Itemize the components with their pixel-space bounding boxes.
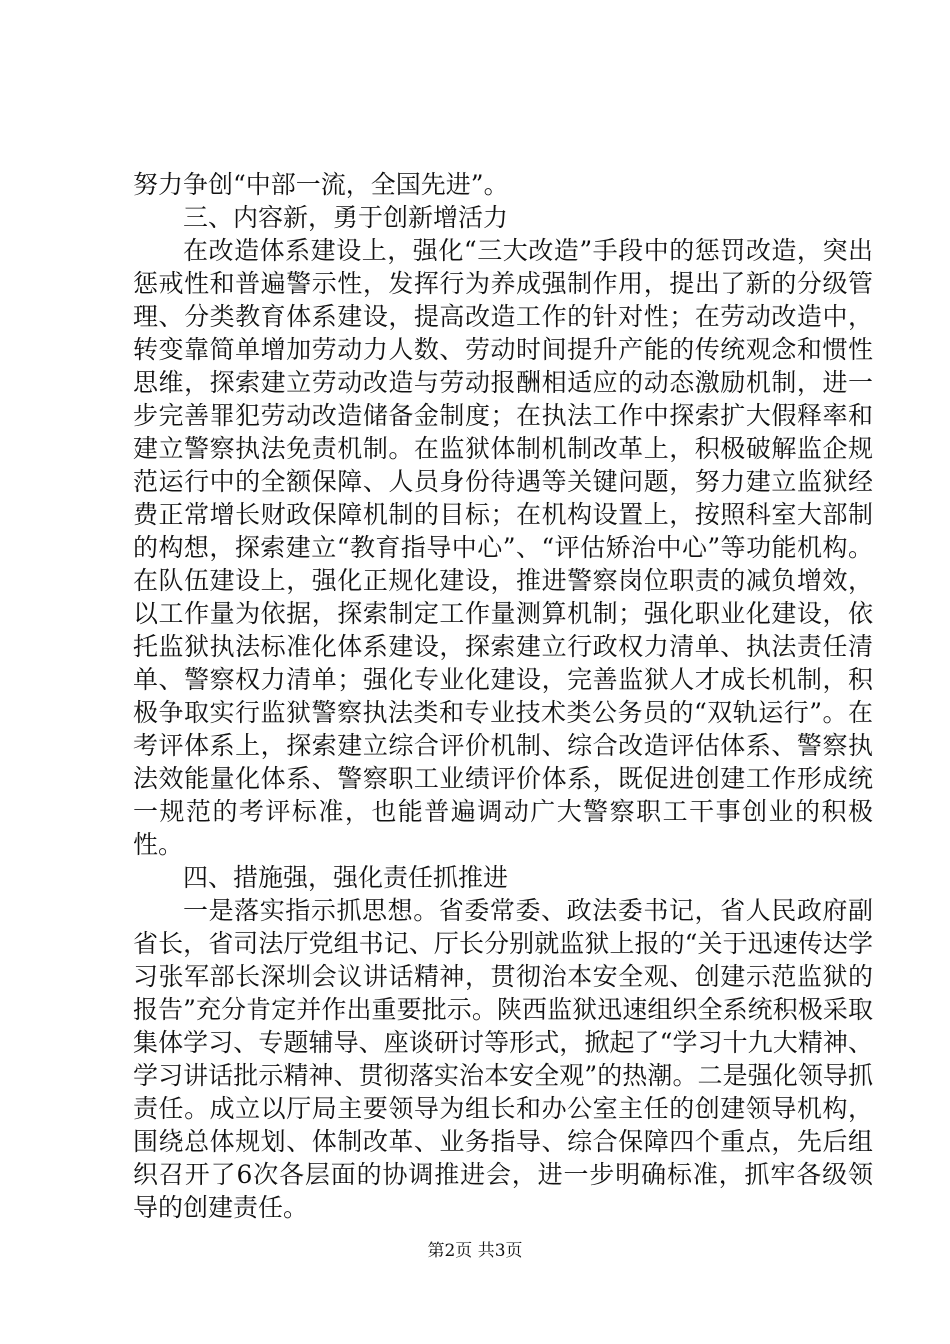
section-heading-four: 四、措施强，强化责任抓推进 xyxy=(183,863,509,892)
paragraph-continuation: 努力争创“中部一流，全国先进”。 xyxy=(133,170,509,199)
document-body xyxy=(133,168,873,1224)
paragraph-measures: 一是落实指示抓思想。省委常委、政法委书记，省人民政府副省长，省司法厅党组书记、厅长分别就监狱上报的“关于迅速传达学习张军部长深圳会议讲话精神，贯彻治本安全观、创建示范监狱的报告”充分肯定并作出重要批示。陕西监狱迅速组织全系统积极采取集体学习、专题辅导、座谈研讨等形式，掀起了“学习十九大精神、学习讲话批示精神、贯彻落实治本安全观”的热潮。二是强化领导抓责任。成立以厅局主要领导为组长和办公室主任的创建领导机构，围绕总体规划、体制改革、业务指导、综合保障四个重点，先后组织召开了6次各层面的协调推进会，进一步明确标准，抓牢各级领导的创建责任。 xyxy=(133,896,873,1222)
page-footer: 第2页 共3页 xyxy=(427,1241,523,1261)
paragraph-content-reform: 在改造体系建设上，强化“三大改造”手段中的惩罚改造，突出惩戒性和普遍警示性，发挥行为养成强制作用，提出了新的分级管理、分类教育体系建设，提高改造工作的针对性；在劳动改造中，转变靠简单增加劳动力人数、劳动时间提升产能的传统观念和惯性思维，探索建立劳动改造与劳动报酬相适应的动态激励机制，进一步完善罪犯劳动改造储备金制度；在执法工作中探索扩大假释率和建立警察执法免责机制。在监狱体制机制改革上，积极破解监企规范运行中的全额保障、人员身份待遇等关键问题，努力建立监狱经费正常增长财政保障机制的目标；在机构设置上，按照科室大部制的构想，探索建立“教育指导中心”、“评估矫治中心”等功能机构。在队伍建设上，强化正规化建设，推进警察岗位职责的减负增效，以工作量为依据，探索制定工作量测算机制；强化职业化建设，依托监狱执法标准化体系建设，探索建立行政权力清单、执法责任清单、警察权力清单；强化专业化建设，完善监狱人才成长机制，积极争取实行监狱警察执法类和专业技术类公务员的“双轨运行”。在考评体系上，探索建立综合评价机制、综合改造评估体系、警察执法效能量化体系、警察职工业绩评价体系，既促进创建工作形成统一规范的考评标准，也能普遍调动广大警察职工干事创业的积极性。 xyxy=(133,236,873,859)
section-heading-three: 三、内容新，勇于创新增活力 xyxy=(183,203,509,232)
